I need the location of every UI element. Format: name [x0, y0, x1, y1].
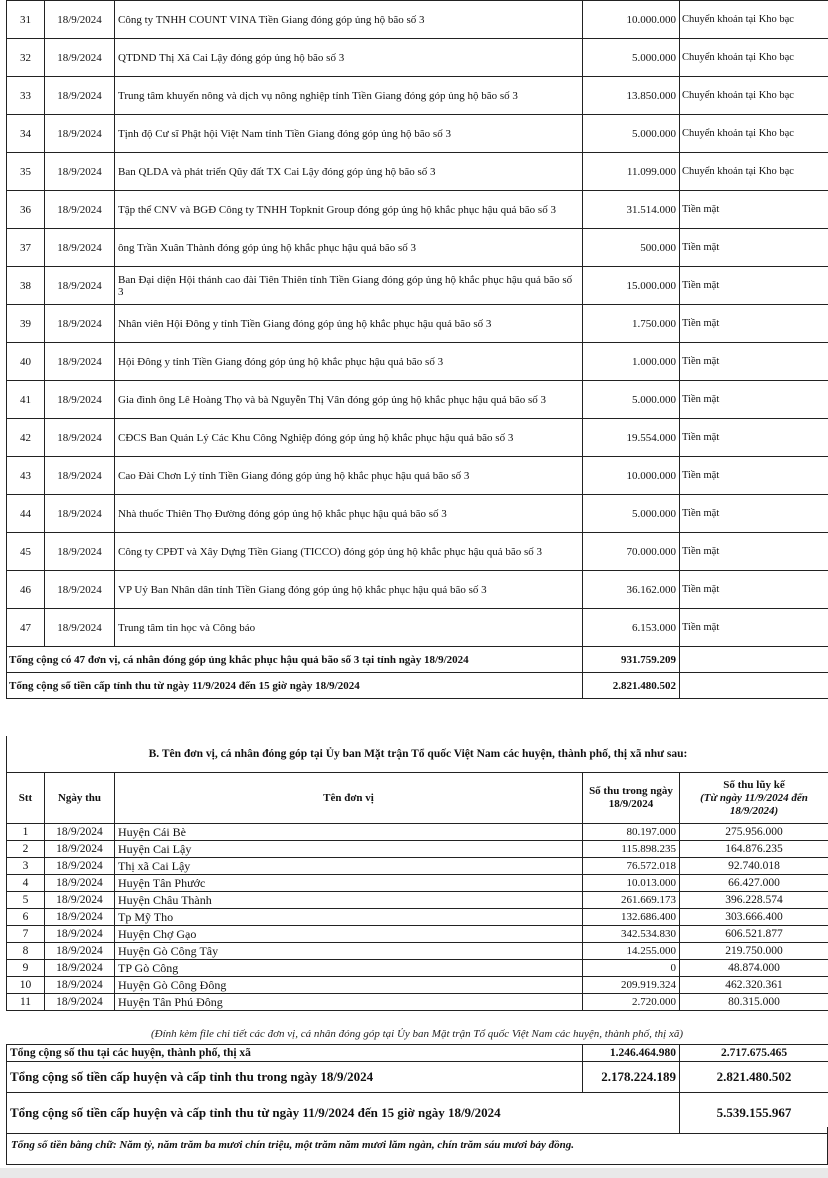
row-name: Tập thể CNV và BGĐ Công ty TNHH Topknit Group đóng góp ủng hộ khắc phục hậu quả bão số 3 [115, 191, 583, 229]
row-stt: 39 [7, 305, 45, 343]
district-cum-amount: 66.427.000 [680, 875, 828, 892]
row-date: 18/9/2024 [45, 419, 115, 457]
district-day-amount: 14.255.000 [583, 943, 680, 960]
row-name: Tịnh độ Cư sĩ Phật hội Việt Nam tỉnh Tiền Giang đóng góp ủng hộ bão số 3 [115, 115, 583, 153]
row-name: Công ty TNHH COUNT VINA Tiền Giang đóng góp ủng hộ bão số 3 [115, 1, 583, 39]
district-day-amount: 342.534.830 [583, 926, 680, 943]
district-day-amount: 0 [583, 960, 680, 977]
donation-row [7, 533, 828, 571]
row-amount: 5.000.000 [583, 39, 680, 77]
row-stt: 45 [7, 533, 45, 571]
donation-row [7, 39, 828, 77]
row-date: 18/9/2024 [45, 153, 115, 191]
donation-row [7, 229, 828, 267]
district-day-amount: 2.720.000 [583, 994, 680, 1011]
row-stt: 44 [7, 495, 45, 533]
row-name: ông Trần Xuân Thành đóng góp ủng hộ khắc phục hậu quả bão số 3 [115, 229, 583, 267]
district-day-amount: 115.898.235 [583, 841, 680, 858]
row-method: Tiền mặt [680, 267, 828, 305]
district-row [7, 926, 828, 943]
district-name: Thị xã Cai Lậy [115, 858, 583, 875]
header-name: Tên đơn vị [115, 773, 583, 824]
district-cum-amount: 462.320.361 [680, 977, 828, 994]
total-day-row [7, 647, 828, 673]
row-amount: 19.554.000 [583, 419, 680, 457]
row-amount: 5.000.000 [583, 115, 680, 153]
district-row [7, 892, 828, 909]
district-cum-amount: 303.666.400 [680, 909, 828, 926]
row-name: Trung tâm tin học và Công báo [115, 609, 583, 647]
section-b-title: B. Tên đơn vị, cá nhân đóng góp tại Ủy ban Mặt trận Tổ quốc Việt Nam các huyện, thành phố, thị xã như sau: [6, 736, 828, 772]
row-stt: 46 [7, 571, 45, 609]
row-date: 18/9/2024 [45, 229, 115, 267]
row-amount: 1.000.000 [583, 343, 680, 381]
district-date: 18/9/2024 [45, 943, 115, 960]
donation-row [7, 153, 828, 191]
district-name: Huyện Tân Phước [115, 875, 583, 892]
row-amount: 6.153.000 [583, 609, 680, 647]
row-date: 18/9/2024 [45, 115, 115, 153]
row-method: Chuyển khoản tại Kho bạc [680, 1, 828, 39]
row-method: Tiền mặt [680, 609, 828, 647]
district-stt: 7 [7, 926, 45, 943]
district-cum-amount: 396.228.574 [680, 892, 828, 909]
district-date: 18/9/2024 [45, 875, 115, 892]
district-total-label: Tổng cộng số thu tại các huyện, thành phố, thị xã [7, 1045, 583, 1062]
row-date: 18/9/2024 [45, 381, 115, 419]
district-row [7, 943, 828, 960]
row-stt: 35 [7, 153, 45, 191]
row-name: CĐCS Ban Quản Lý Các Khu Công Nghiệp đóng góp ủng hộ khắc phục hậu quả bão số 3 [115, 419, 583, 457]
total-cum-row [7, 673, 828, 699]
donation-row [7, 1, 828, 39]
page-bottom-strip [0, 1168, 828, 1178]
header-stt: Stt [7, 773, 45, 824]
district-row [7, 875, 828, 892]
district-date: 18/9/2024 [45, 926, 115, 943]
district-date: 18/9/2024 [45, 841, 115, 858]
donation-table-provincial [6, 0, 828, 699]
district-name: Huyện Cái Bè [115, 824, 583, 841]
donation-row [7, 343, 828, 381]
row-amount: 70.000.000 [583, 533, 680, 571]
row-amount: 13.850.000 [583, 77, 680, 115]
row-method: Tiền mặt [680, 305, 828, 343]
district-cum-amount: 164.876.235 [680, 841, 828, 858]
district-table-header [7, 773, 828, 824]
district-table [6, 772, 828, 1011]
donation-row [7, 305, 828, 343]
row-method: Tiền mặt [680, 571, 828, 609]
district-name: Huyện Gò Công Tây [115, 943, 583, 960]
district-day-amount: 76.572.018 [583, 858, 680, 875]
district-table-body [7, 824, 828, 1011]
row-name: Ban Đại diện Hội thánh cao đài Tiên Thiên tỉnh Tiền Giang đóng góp ủng hộ khắc phục hậu quả bão số 3 [115, 267, 583, 305]
row-amount: 5.000.000 [583, 495, 680, 533]
header-cum-title: Số thu lũy kế [723, 778, 785, 791]
district-day-amount: 132.686.400 [583, 909, 680, 926]
row-name: Cao Đài Chơn Lý tỉnh Tiền Giang đóng góp ủng hộ khắc phục hậu quả bão số 3 [115, 457, 583, 495]
row-stt: 31 [7, 1, 45, 39]
row-amount: 1.750.000 [583, 305, 680, 343]
row-date: 18/9/2024 [45, 457, 115, 495]
row-amount: 10.000.000 [583, 1, 680, 39]
row-name: Nhân viên Hội Đông y tỉnh Tiền Giang đóng góp ủng hộ khắc phục hậu quả bão số 3 [115, 305, 583, 343]
district-day-amount: 80.197.000 [583, 824, 680, 841]
donation-row [7, 571, 828, 609]
row-date: 18/9/2024 [45, 191, 115, 229]
row-method: Tiền mặt [680, 229, 828, 267]
donation-table-body [7, 1, 828, 647]
total-day-label: Tổng cộng có 47 đơn vị, cá nhân đóng góp ủng khắc phục hậu quả bão số 3 tại tỉnh ngày 18/9/2024 [7, 647, 583, 673]
district-total-day: 1.246.464.980 [583, 1045, 680, 1062]
district-stt: 10 [7, 977, 45, 994]
total-cum-empty [680, 673, 828, 699]
row-method: Tiền mặt [680, 381, 828, 419]
row-method: Chuyển khoản tại Kho bạc [680, 153, 828, 191]
row-name: Hội Đông y tỉnh Tiền Giang đóng góp ủng hộ khắc phục hậu quả bão số 3 [115, 343, 583, 381]
row-stt: 37 [7, 229, 45, 267]
district-cum-amount: 606.521.877 [680, 926, 828, 943]
district-row [7, 960, 828, 977]
totals-table [6, 1044, 828, 1134]
header-day: Số thu trong ngày 18/9/2024 [583, 773, 680, 824]
row-stt: 41 [7, 381, 45, 419]
header-cum [680, 773, 828, 824]
district-row [7, 858, 828, 875]
row-name: Nhà thuốc Thiên Thọ Đường đóng góp ủng hộ khắc phục hậu quả bão số 3 [115, 495, 583, 533]
row-amount: 15.000.000 [583, 267, 680, 305]
district-name: Huyện Tân Phú Đông [115, 994, 583, 1011]
row-amount: 500.000 [583, 229, 680, 267]
row-method: Tiền mặt [680, 457, 828, 495]
donation-row [7, 267, 828, 305]
row-name: Trung tâm khuyến nông và dịch vụ nông nghiệp tỉnh Tiền Giang đóng góp ủng hộ bão số 3 [115, 77, 583, 115]
district-total-cum: 2.717.675.465 [680, 1045, 828, 1062]
row-date: 18/9/2024 [45, 533, 115, 571]
district-date: 18/9/2024 [45, 824, 115, 841]
district-cum-amount: 219.750.000 [680, 943, 828, 960]
district-date: 18/9/2024 [45, 909, 115, 926]
district-stt: 8 [7, 943, 45, 960]
row-stt: 38 [7, 267, 45, 305]
row-date: 18/9/2024 [45, 343, 115, 381]
row-date: 18/9/2024 [45, 77, 115, 115]
row-method: Tiền mặt [680, 495, 828, 533]
district-row [7, 841, 828, 858]
district-row [7, 977, 828, 994]
row-method: Tiền mặt [680, 419, 828, 457]
amount-in-words: Tổng số tiền bằng chữ: Năm tỷ, năm trăm ba mươi chín triệu, một trăm năm mươi lăm ngàn, chín trăm sáu mươi bảy đồng. [6, 1127, 828, 1165]
district-stt: 5 [7, 892, 45, 909]
district-cum-amount: 48.874.000 [680, 960, 828, 977]
district-stt: 3 [7, 858, 45, 875]
district-name: Huyện Chợ Gạo [115, 926, 583, 943]
donation-row [7, 115, 828, 153]
district-stt: 1 [7, 824, 45, 841]
row-method: Chuyển khoản tại Kho bạc [680, 77, 828, 115]
row-name: Công ty CPĐT và Xây Dựng Tiền Giang (TICCO) đóng góp ủng hộ khắc phục hậu quả bão số 3 [115, 533, 583, 571]
total-cum-amount: 2.821.480.502 [583, 673, 680, 699]
range-total-value: 5.539.155.967 [680, 1093, 828, 1134]
district-total-row [7, 1045, 828, 1062]
row-name: Gia đình ông Lê Hoàng Thọ và bà Nguyễn Thị Vân đóng góp ủng hộ khắc phục hậu quả bão số 3 [115, 381, 583, 419]
row-stt: 33 [7, 77, 45, 115]
day-total-label: Tổng cộng số tiền cấp huyện và cấp tỉnh thu trong ngày 18/9/2024 [7, 1062, 583, 1093]
header-date: Ngày thu [45, 773, 115, 824]
donation-row [7, 77, 828, 115]
range-total-label: Tổng cộng số tiền cấp huyện và cấp tỉnh thu từ ngày 11/9/2024 đến 15 giờ ngày 18/9/2024 [7, 1093, 680, 1134]
district-date: 18/9/2024 [45, 960, 115, 977]
row-name: Ban QLDA và phát triển Qũy đất TX Cai Lậy đóng góp ủng hộ bão số 3 [115, 153, 583, 191]
total-day-amount: 931.759.209 [583, 647, 680, 673]
row-method: Tiền mặt [680, 533, 828, 571]
row-stt: 32 [7, 39, 45, 77]
row-method: Tiền mặt [680, 191, 828, 229]
district-row [7, 994, 828, 1011]
district-cum-amount: 92.740.018 [680, 858, 828, 875]
district-name: Huyện Gò Công Đông [115, 977, 583, 994]
day-total-value: 2.178.224.189 [583, 1062, 680, 1093]
row-amount: 10.000.000 [583, 457, 680, 495]
donation-row [7, 419, 828, 457]
row-amount: 11.099.000 [583, 153, 680, 191]
total-day-empty [680, 647, 828, 673]
district-name: Huyện Cai Lậy [115, 841, 583, 858]
row-name: QTDND Thị Xã Cai Lậy đóng góp ủng hộ bão số 3 [115, 39, 583, 77]
district-stt: 2 [7, 841, 45, 858]
row-method: Chuyển khoản tại Kho bạc [680, 39, 828, 77]
district-stt: 6 [7, 909, 45, 926]
row-stt: 42 [7, 419, 45, 457]
row-date: 18/9/2024 [45, 609, 115, 647]
row-stt: 40 [7, 343, 45, 381]
district-day-amount: 261.669.173 [583, 892, 680, 909]
day-total-row [7, 1062, 828, 1093]
row-date: 18/9/2024 [45, 571, 115, 609]
district-name: Huyện Châu Thành [115, 892, 583, 909]
row-amount: 5.000.000 [583, 381, 680, 419]
donation-row [7, 191, 828, 229]
district-day-amount: 10.013.000 [583, 875, 680, 892]
donation-row [7, 381, 828, 419]
row-stt: 36 [7, 191, 45, 229]
donation-row [7, 609, 828, 647]
row-stt: 43 [7, 457, 45, 495]
row-amount: 36.162.000 [583, 571, 680, 609]
row-date: 18/9/2024 [45, 39, 115, 77]
attachment-note: (Đính kèm file chi tiết các đơn vị, cá nhân đóng góp tại Ủy ban Mặt trận Tổ quốc Việt Nam các huyện, thành phố, thị xã) [150, 1028, 684, 1040]
district-date: 18/9/2024 [45, 977, 115, 994]
row-date: 18/9/2024 [45, 1, 115, 39]
row-stt: 34 [7, 115, 45, 153]
header-cum-range: (Từ ngày 11/9/2024 đến 18/9/2024) [700, 791, 808, 817]
district-date: 18/9/2024 [45, 892, 115, 909]
district-name: TP Gò Công [115, 960, 583, 977]
district-name: Tp Mỹ Tho [115, 909, 583, 926]
district-stt: 9 [7, 960, 45, 977]
district-date: 18/9/2024 [45, 858, 115, 875]
day-total-cum: 2.821.480.502 [680, 1062, 828, 1093]
row-method: Chuyển khoản tại Kho bạc [680, 115, 828, 153]
district-row [7, 824, 828, 841]
total-cum-label: Tổng cộng số tiền cấp tỉnh thu từ ngày 11/9/2024 đến 15 giờ ngày 18/9/2024 [7, 673, 583, 699]
district-cum-amount: 80.315.000 [680, 994, 828, 1011]
district-stt: 11 [7, 994, 45, 1011]
district-date: 18/9/2024 [45, 994, 115, 1011]
row-stt: 47 [7, 609, 45, 647]
district-day-amount: 209.919.324 [583, 977, 680, 994]
district-stt: 4 [7, 875, 45, 892]
row-amount: 31.514.000 [583, 191, 680, 229]
row-name: VP Uỷ Ban Nhân dân tỉnh Tiền Giang đóng góp ủng hộ khắc phục hậu quả bão số 3 [115, 571, 583, 609]
row-date: 18/9/2024 [45, 267, 115, 305]
donation-row [7, 457, 828, 495]
district-cum-amount: 275.956.000 [680, 824, 828, 841]
donation-row [7, 495, 828, 533]
row-date: 18/9/2024 [45, 495, 115, 533]
district-row [7, 909, 828, 926]
row-method: Tiền mặt [680, 343, 828, 381]
row-date: 18/9/2024 [45, 305, 115, 343]
